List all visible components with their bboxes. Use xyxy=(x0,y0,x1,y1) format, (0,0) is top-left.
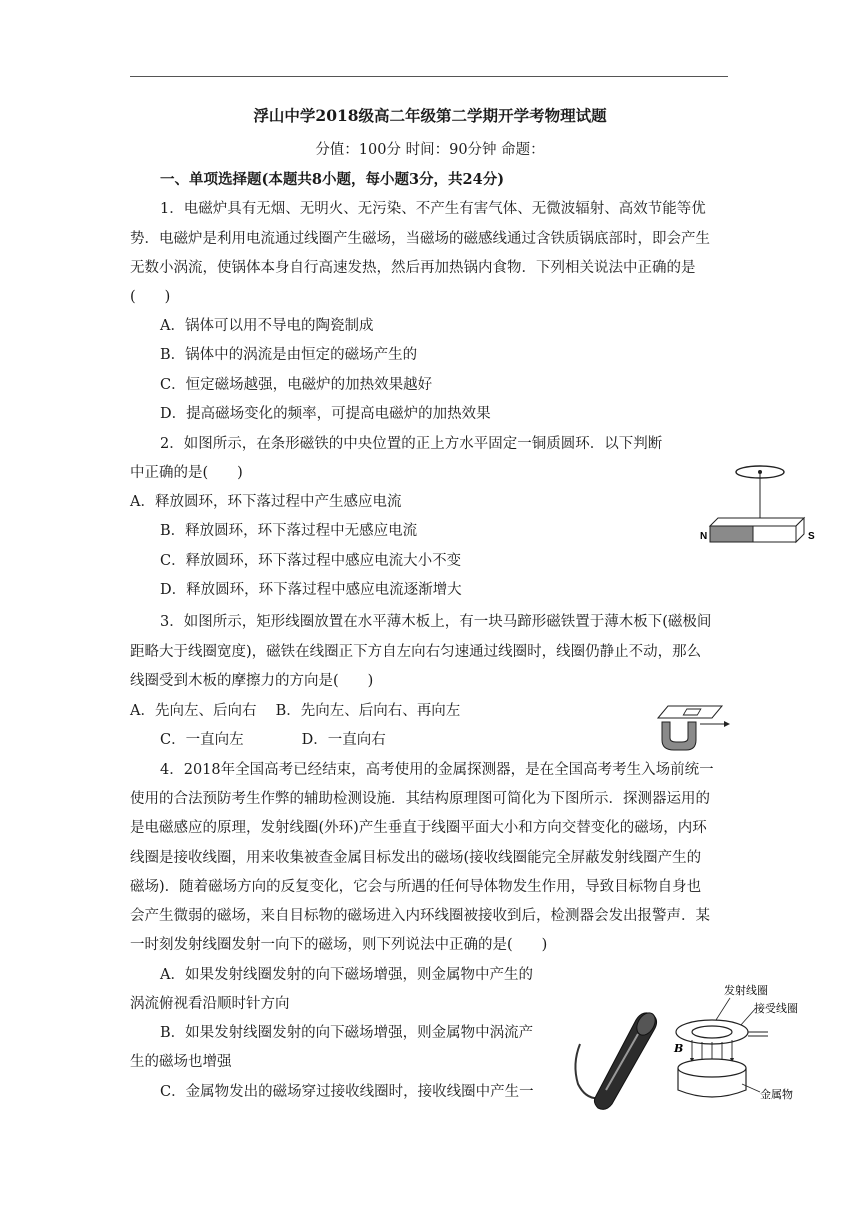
q4-option-b-cont: 生的磁场也增强 xyxy=(130,1054,232,1070)
arrow-head-icon xyxy=(724,721,730,727)
exam-meta: 分值：100分 时间：90分钟 命题： xyxy=(315,142,545,158)
magnet-n-half xyxy=(710,526,753,542)
q2-stem-line: 中正确的是( ) xyxy=(130,465,243,481)
transmit-coil-label: 发射线圈 xyxy=(724,984,768,997)
magnet-s-half xyxy=(753,526,796,542)
q1-option-d: D．提高磁场变化的频率，可提高电磁炉的加热效果 xyxy=(160,406,491,422)
q2-option-c: C．释放圆环，环下落过程中感应电流大小不变 xyxy=(160,553,462,569)
transmit-leader-line xyxy=(716,998,730,1020)
header-rule xyxy=(130,76,728,77)
q2-option-b: B．释放圆环，环下落过程中无感应电流 xyxy=(160,523,418,539)
q1-stem-line: 势．电磁炉是利用电流通过线圈产生磁场，当磁场的磁感线通过含铁质锅底部时，即会产生 xyxy=(130,231,710,247)
q4-stem-line: 是电磁感应的原理，发射线圈(外环)产生垂直于线圈平面大小和方向交替变化的磁场，内环 xyxy=(130,820,707,836)
q4-stem-line: 一时刻发射线圈发射一向下的磁场，则下列说法中正确的是( ) xyxy=(130,937,548,953)
q4-stem-line: 4．2018年全国高考已经结束，高考使用的金属探测器，是在全国高考考生入场前统一 xyxy=(160,762,714,778)
field-label: B xyxy=(674,1042,684,1055)
q1-option-c: C．恒定磁场越强，电磁炉的加热效果越好 xyxy=(160,377,433,393)
n-pole-label: N xyxy=(700,531,708,542)
metal-detector-photo xyxy=(566,1004,666,1116)
ring-magnet-figure xyxy=(698,458,822,554)
q4-stem-line: 线圈是接收线圈，用来收集被查金属目标发出的磁场(接收线圈能完全屏蔽发射线圈产生的 xyxy=(130,850,702,866)
q4-stem-line: 会产生微弱的磁场，来自目标物的磁场进入内环线圈被接收到后，检测器会发出报警声．某 xyxy=(130,908,710,924)
page-title: 浮山中学2018级高二年级第二学期开学考物理试题 xyxy=(253,106,607,125)
section-heading: 一、单项选择题(本题共8小题，每小题3分，共24分) xyxy=(160,171,505,188)
q2-option-a: A．释放圆环，环下落过程中产生感应电流 xyxy=(130,494,402,510)
q3-stem-line: 3．如图所示，矩形线圈放置在水平薄木板上，有一块马蹄形磁铁置于薄木板下(磁极间 xyxy=(160,614,712,630)
q1-stem-line: 无数小涡流，使锅体本身自行高速发热，然后再加热锅内食物．下列相关说法中正确的是 xyxy=(130,260,696,276)
q3-stem-line: 线圈受到木板的摩擦力的方向是( ) xyxy=(130,673,374,689)
magnet-top-face xyxy=(710,518,804,526)
q4-stem-line: 磁场)．随着磁场方向的反复变化，它会与所遇的任何导体物发生作用，导致目标物自身也 xyxy=(130,879,702,895)
q4-option-b: B．如果发射线圈发射的向下磁场增强，则金属物中涡流产 xyxy=(160,1025,534,1041)
q4-stem-line: 使用的合法预防考生作弊的辅助检测设施．其结构原理图可简化为下图所示．探测器运用的 xyxy=(130,791,710,807)
q1-stem-line: 1．电磁炉具有无烟、无明火、无污染、不产生有害气体、无微波辐射、高效节能等优 xyxy=(160,201,706,217)
horseshoe-magnet-figure xyxy=(656,700,732,754)
q1-option-b: B．锅体中的涡流是由恒定的磁场产生的 xyxy=(160,347,418,363)
metal-object-label: 金属物 xyxy=(760,1088,793,1101)
q1-stem-line: ( ) xyxy=(130,289,171,305)
wrist-strap xyxy=(575,1044,600,1098)
metal-object-top xyxy=(678,1059,746,1077)
q3-options-ab: A．先向左、后向右 B．先向左、后向右、再向左 xyxy=(130,703,461,719)
wooden-board xyxy=(658,706,722,718)
q1-option-a: A．锅体可以用不导电的陶瓷制成 xyxy=(160,318,374,334)
q4-option-a-cont: 涡流俯视看沿顺时针方向 xyxy=(130,996,290,1012)
coil-diagram xyxy=(664,968,804,1108)
q2-option-d: D．释放圆环，环下落过程中感应电流逐渐增大 xyxy=(160,582,462,598)
ring-support-dot xyxy=(758,470,762,474)
q3-stem-line: 距略大于线圈宽度)，磁铁在线圈正下方自左向右匀速通过线圈时，线圈仍静止不动，那么 xyxy=(130,644,702,660)
q3-options-cd: C．一直向左 D．一直向右 xyxy=(160,732,386,748)
s-pole-label: S xyxy=(808,531,815,542)
q4-option-a: A．如果发射线圈发射的向下磁场增强，则金属物中产生的 xyxy=(160,967,533,983)
horseshoe-magnet xyxy=(662,722,696,750)
q4-option-c: C．金属物发出的磁场穿过接收线圈时，接收线圈中产生一 xyxy=(160,1084,534,1100)
receive-coil xyxy=(692,1026,732,1038)
receive-coil-label: 接受线圈 xyxy=(754,1002,798,1015)
receive-leader-line xyxy=(740,1008,756,1026)
q2-stem-line: 2．如图所示，在条形磁铁的中央位置的正上方水平固定一铜质圆环．以下判断 xyxy=(160,436,663,452)
